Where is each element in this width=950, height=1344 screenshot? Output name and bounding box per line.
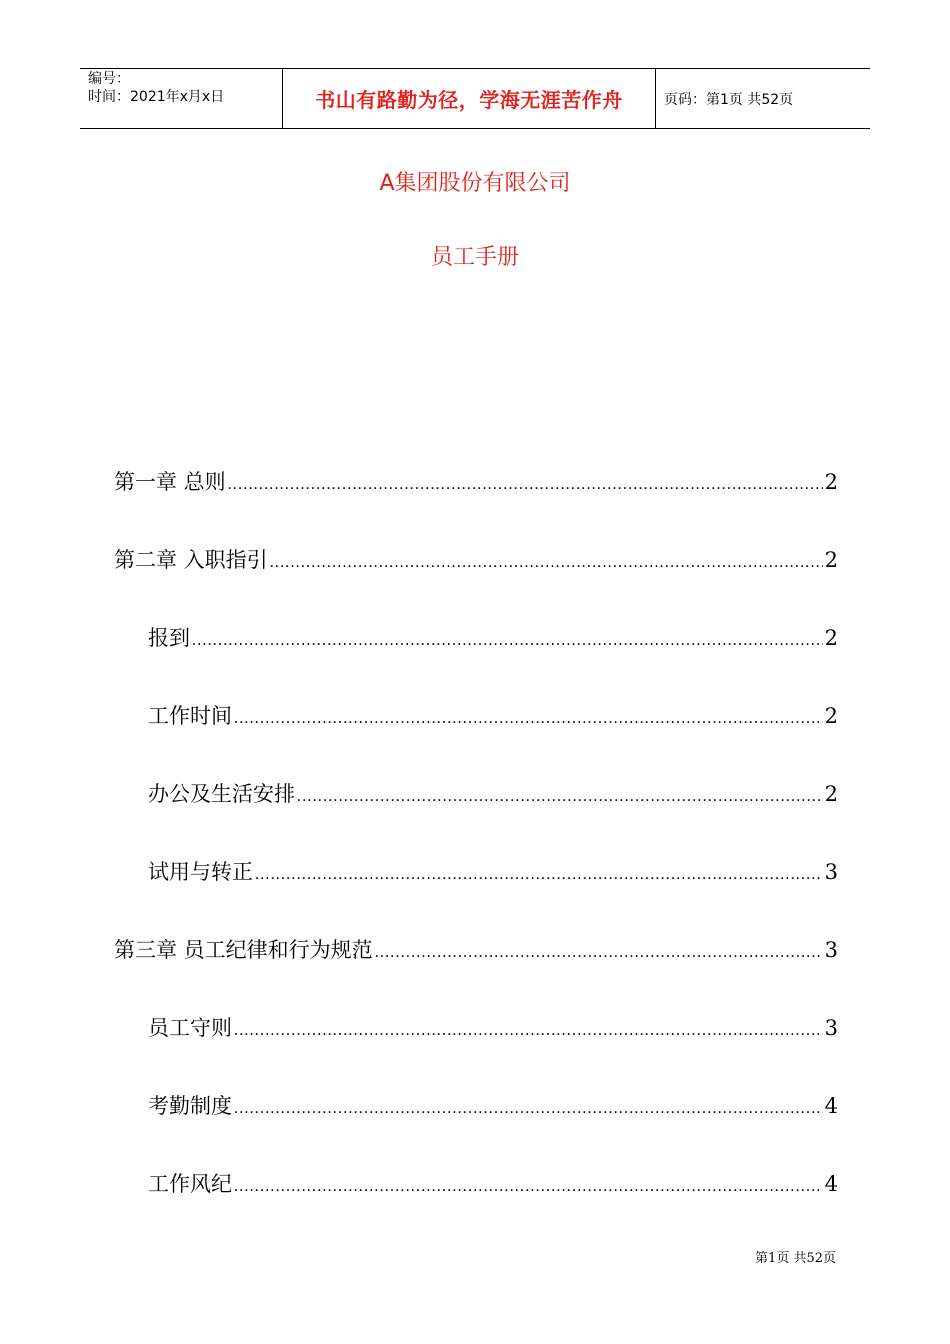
toc-entry[interactable] bbox=[148, 1169, 838, 1199]
toc-entry-page: 4 bbox=[824, 1094, 838, 1118]
toc-entry-label: 员工守则 bbox=[148, 1016, 232, 1040]
toc-dot-leader bbox=[192, 626, 823, 656]
toc-entry-label: 考勤制度 bbox=[148, 1094, 232, 1118]
toc-entry-page: 3 bbox=[824, 860, 838, 884]
toc-entry[interactable] bbox=[114, 935, 838, 965]
toc-entry[interactable] bbox=[114, 467, 838, 497]
toc-entry-label: 第三章 员工纪律和行为规范 bbox=[114, 938, 373, 962]
toc-entry-label: 工作时间 bbox=[148, 704, 232, 728]
toc-entry[interactable] bbox=[114, 545, 838, 575]
toc-entry-label: 工作风纪 bbox=[148, 1172, 232, 1196]
document-title: 员工手册 bbox=[430, 245, 519, 270]
page-footer: 第1页 共52页 bbox=[755, 1251, 836, 1266]
toc-entry[interactable] bbox=[148, 701, 838, 731]
toc-entry-page: 2 bbox=[824, 548, 838, 572]
toc-entry-page: 2 bbox=[824, 470, 838, 494]
toc-dot-leader bbox=[234, 1094, 823, 1124]
toc-entry-label: 报到 bbox=[148, 626, 190, 650]
page-header bbox=[80, 68, 870, 129]
header-meta bbox=[80, 69, 282, 128]
toc-entry[interactable] bbox=[148, 1091, 838, 1121]
toc-entry-label: 第二章 入职指引 bbox=[114, 548, 268, 572]
toc-entry-page: 3 bbox=[824, 1016, 838, 1040]
header-time-label: 时间：2021年x月x日 bbox=[88, 89, 225, 105]
toc-dot-leader bbox=[234, 704, 823, 734]
toc-dot-leader bbox=[234, 1172, 823, 1202]
toc-dot-leader bbox=[375, 938, 823, 968]
toc-entry[interactable] bbox=[148, 1013, 838, 1043]
toc-dot-leader bbox=[234, 1016, 823, 1046]
toc-entry-label: 第一章 总则 bbox=[114, 470, 226, 494]
toc-entry-page: 2 bbox=[824, 626, 838, 650]
toc-dot-leader bbox=[255, 860, 823, 890]
toc-entry[interactable] bbox=[148, 857, 838, 887]
toc-entry-label: 办公及生活安排 bbox=[148, 782, 295, 806]
header-motto: 书山有路勤为径，学海无涯苦作舟 bbox=[282, 69, 656, 128]
toc-entry-page: 4 bbox=[824, 1172, 838, 1196]
toc-entry[interactable] bbox=[148, 779, 838, 809]
toc-entry[interactable] bbox=[148, 623, 838, 653]
toc-entry-page: 2 bbox=[824, 782, 838, 806]
toc-entry-page: 3 bbox=[824, 938, 838, 962]
company-title: A集团股份有限公司 bbox=[379, 171, 571, 196]
toc-dot-leader bbox=[270, 548, 823, 578]
toc-entry-label: 试用与转正 bbox=[148, 860, 253, 884]
header-page-info: 页码：第1页 共52页 bbox=[664, 91, 794, 108]
toc-dot-leader bbox=[228, 470, 823, 500]
header-number-label: 编号： bbox=[88, 71, 130, 87]
toc-entry-page: 2 bbox=[824, 704, 838, 728]
toc-dot-leader bbox=[297, 782, 823, 812]
